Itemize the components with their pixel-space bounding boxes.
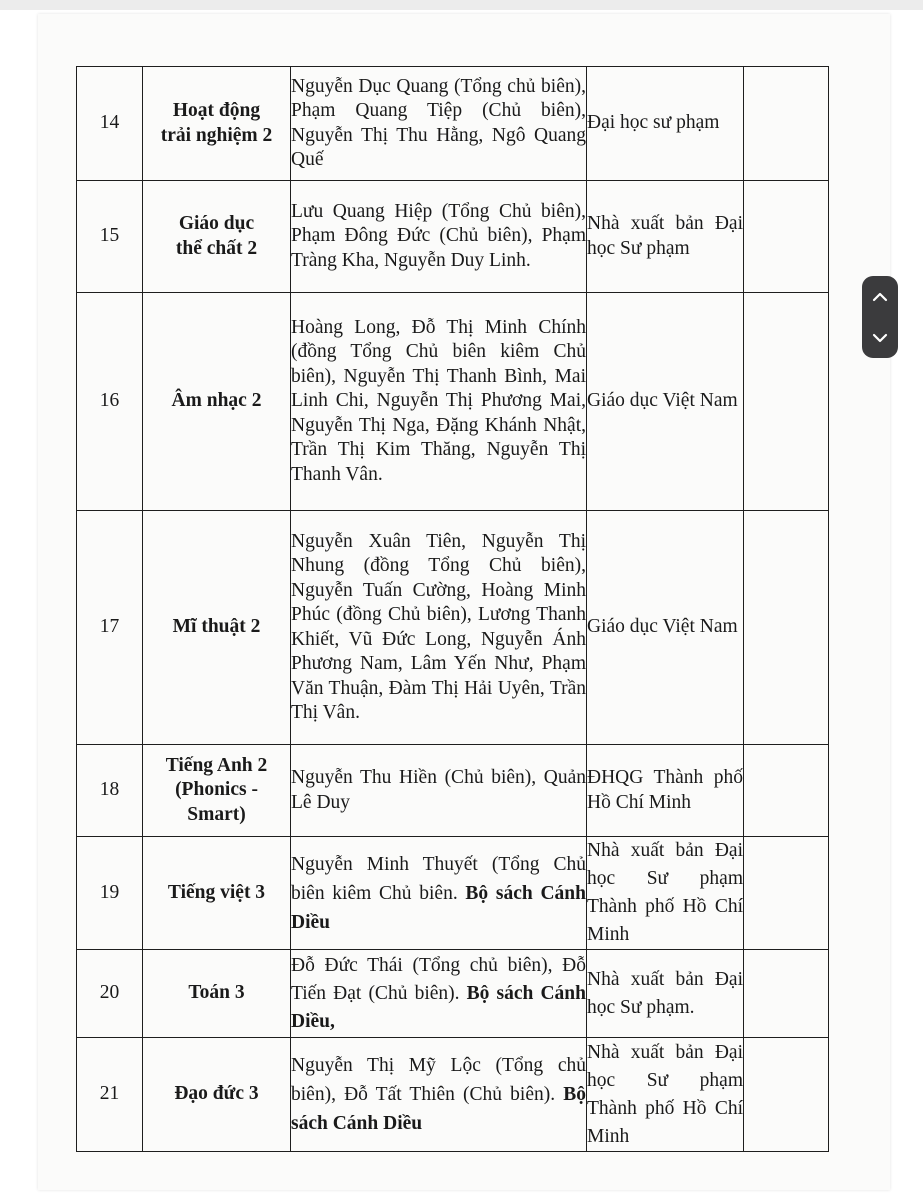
authors-cell: Nguyễn Minh Thuyết (Tổng Chủ biên kiêm Chủ biên. Bộ sách Cánh Diều: [291, 837, 587, 950]
scroll-up-button[interactable]: [867, 282, 893, 312]
book-title: Toán 3: [143, 950, 291, 1038]
empty-cell: [744, 745, 829, 837]
book-title: Giáo dục thể chất 2: [143, 181, 291, 293]
publisher-cell: Giáo dục Việt Nam: [587, 511, 744, 745]
book-title: Tiếng việt 3: [143, 837, 291, 950]
publisher-cell: Nhà xuất bản Đại học Sư phạm Thành phố Hồ Chí Minh: [587, 1038, 744, 1152]
empty-cell: [744, 293, 829, 511]
publisher-cell: Nhà xuất bản Đại học Sư phạm.: [587, 950, 744, 1038]
authors-cell: Hoàng Long, Đỗ Thị Minh Chính (đồng Tổng Chủ biên kiêm Chủ biên), Nguyễn Thị Thanh Bình, Mai Linh Chi, Nguyễn Thị Phương Mai, Nguyễn Thị Nga, Đặng Khánh Nhật, Trần Thị Kim Thăng, Nguyễn Thị Thanh Vân.: [291, 293, 587, 511]
row-number: 16: [77, 293, 143, 511]
row-number: 15: [77, 181, 143, 293]
authors-cell: Nguyễn Thị Mỹ Lộc (Tổng chủ biên), Đỗ Tất Thiên (Chủ biên). Bộ sách Cánh Diều: [291, 1038, 587, 1152]
empty-cell: [744, 67, 829, 181]
book-series: Bộ sách Cánh Diều: [291, 1084, 586, 1134]
chevron-up-icon: [872, 292, 888, 302]
book-title: Hoạt động trải nghiệm 2: [143, 67, 291, 181]
table-row: [77, 837, 829, 950]
empty-cell: [744, 950, 829, 1038]
row-number: 17: [77, 511, 143, 745]
book-series: Bộ sách Cánh Diều: [291, 882, 586, 933]
empty-cell: [744, 511, 829, 745]
table-row: [77, 1038, 829, 1152]
publisher-cell: Nhà xuất bản Đại học Sư phạm Thành phố Hồ Chí Minh: [587, 837, 744, 950]
row-number: 20: [77, 950, 143, 1038]
page-scroll-control: [862, 276, 898, 358]
top-bar: [0, 0, 923, 10]
authors-cell: Nguyễn Thu Hiền (Chủ biên), Quản Lê Duy: [291, 745, 587, 837]
empty-cell: [744, 181, 829, 293]
book-title: Tiếng Anh 2 (Phonics - Smart): [143, 745, 291, 837]
book-series: Bộ sách Cánh Diều,: [291, 982, 586, 1032]
row-number: 18: [77, 745, 143, 837]
publisher-cell: Giáo dục Việt Nam: [587, 293, 744, 511]
table-row: [77, 745, 829, 837]
authors-cell: Lưu Quang Hiệp (Tổng Chủ biên), Phạm Đông Đức (Chủ biên), Phạm Tràng Kha, Nguyễn Duy Linh.: [291, 181, 587, 293]
authors-cell: Đỗ Đức Thái (Tổng chủ biên), Đỗ Tiến Đạt (Chủ biên). Bộ sách Cánh Diều,: [291, 950, 587, 1038]
row-number: 21: [77, 1038, 143, 1152]
book-title: Đạo đức 3: [143, 1038, 291, 1152]
textbook-table: [76, 66, 829, 1152]
table-row: [77, 181, 829, 293]
publisher-cell: Nhà xuất bản Đại học Sư phạm: [587, 181, 744, 293]
empty-cell: [744, 1038, 829, 1152]
table-row: [77, 950, 829, 1038]
authors-cell: Nguyễn Dục Quang (Tổng chủ biên), Phạm Quang Tiệp (Chủ biên), Nguyễn Thị Thu Hằng, Ngô Quang Quế: [291, 67, 587, 181]
book-title: Mĩ thuật 2: [143, 511, 291, 745]
publisher-cell: Đại học sư phạm: [587, 67, 744, 181]
empty-cell: [744, 837, 829, 950]
authors-cell: Nguyễn Xuân Tiên, Nguyễn Thị Nhung (đồng Tổng Chủ biên), Nguyễn Tuấn Cường, Hoàng Minh Phúc (đồng Chủ biên), Lương Thanh Khiết, Vũ Đức Long, Nguyễn Ánh Phương Nam, Lâm Yến Như, Phạm Văn Thuận, Đàm Thị Hải Uyên, Trần Thị Vân.: [291, 511, 587, 745]
chevron-down-icon: [872, 333, 888, 343]
book-title: Âm nhạc 2: [143, 293, 291, 511]
row-number: 19: [77, 837, 143, 950]
publisher-cell: ĐHQG Thành phố Hồ Chí Minh: [587, 745, 744, 837]
table-row: [77, 511, 829, 745]
table-row: [77, 293, 829, 511]
scroll-down-button[interactable]: [867, 323, 893, 353]
row-number: 14: [77, 67, 143, 181]
table-row: [77, 67, 829, 181]
